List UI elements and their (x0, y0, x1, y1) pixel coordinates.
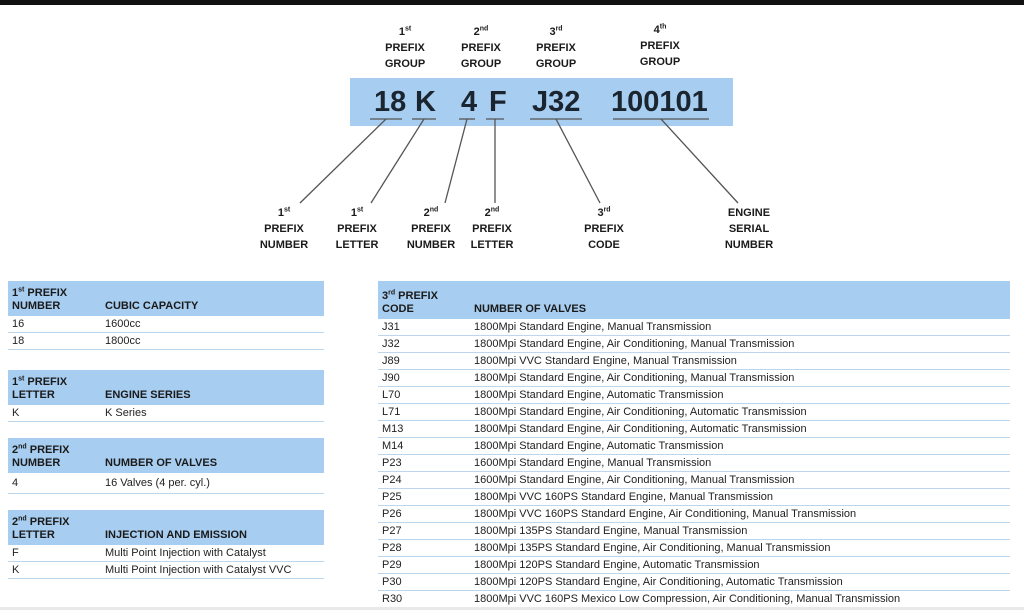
table-row: P26 1800Mpi VVC 160PS Standard Engine, Air Conditioning, Manual Transmission (378, 506, 1010, 523)
table-row: K Multi Point Injection with Catalyst VVC (8, 562, 324, 579)
table-row: J90 1800Mpi Standard Engine, Air Conditioning, Manual Transmission (378, 370, 1010, 387)
code-segment-prefix-letter-2: F (489, 86, 507, 118)
leader-seg5 (556, 119, 600, 203)
table-row: P23 1600Mpi Standard Engine, Manual Transmission (378, 455, 1010, 472)
table-row: P25 1800Mpi VVC 160PS Standard Engine, Manual Transmission (378, 489, 1010, 506)
part-label-engine-serial-number: ENGINE SERIAL NUMBER (724, 207, 774, 251)
table-row: M14 1800Mpi Standard Engine, Automatic Transmission (378, 438, 1010, 455)
prefix-group-1-label: 1st PREFIX GROUP (384, 25, 426, 70)
table-row: J32 1800Mpi Standard Engine, Air Conditioning, Manual Transmission (378, 336, 1010, 353)
prefix-group-4-label: 4th PREFIX GROUP (639, 23, 681, 68)
part-label-prefix-number-2: 2nd PREFIX NUMBER (406, 206, 456, 251)
table-prefix-number-2 (8, 438, 324, 494)
leader-seg1 (300, 119, 386, 203)
code-segment-prefix-number-2: 4 (461, 86, 478, 118)
table-row: P29 1800Mpi 120PS Standard Engine, Automatic Transmission (378, 557, 1010, 574)
table-header-meaning: ENGINE SERIES (101, 370, 324, 405)
table-row: P24 1600Mpi Standard Engine, Air Conditioning, Manual Transmission (378, 472, 1010, 489)
leader-seg3 (445, 119, 467, 203)
table-row: 4 16 Valves (4 per. cyl.) (8, 473, 324, 494)
table-header-meaning: INJECTION AND EMISSION (101, 510, 324, 545)
code-segment-serial-number: 100101 (611, 86, 708, 118)
table-header-code: 2nd PREFIX LETTER (8, 510, 101, 545)
table-row: M13 1800Mpi Standard Engine, Air Conditioning, Automatic Transmission (378, 421, 1010, 438)
table-row: 16 1600cc (8, 316, 324, 333)
part-label-prefix-letter-1: 1st PREFIX LETTER (335, 206, 379, 251)
table-header-meaning: NUMBER OF VALVES (101, 438, 324, 473)
table-header-meaning: NUMBER OF VALVES (470, 281, 1010, 319)
table-header-code: 3rd PREFIX CODE (378, 281, 470, 319)
table-row: P28 1800Mpi 135PS Standard Engine, Air Conditioning, Manual Transmission (378, 540, 1010, 557)
table-header-meaning: CUBIC CAPACITY (101, 281, 324, 316)
table-prefix-letter-1 (8, 370, 324, 422)
code-segment-prefix-number-1: 18 (374, 86, 407, 118)
table-row: R30 1800Mpi VVC 160PS Mexico Low Compression, Air Conditioning, Manual Transmission (378, 591, 1010, 608)
table-row: 18 1800cc (8, 333, 324, 350)
prefix-group-3-label: 3rd PREFIX GROUP (535, 25, 577, 70)
leader-seg6 (661, 119, 738, 203)
table-header-code: 1st PREFIX LETTER (8, 370, 101, 405)
prefix-group-2-label: 2nd PREFIX GROUP (460, 25, 502, 70)
table-row: J31 1800Mpi Standard Engine, Manual Transmission (378, 319, 1010, 336)
table-row: K K Series (8, 405, 324, 422)
table-prefix-code-3 (378, 281, 1010, 608)
code-segment-prefix-code-3: J32 (532, 86, 581, 118)
table-row: F Multi Point Injection with Catalyst (8, 545, 324, 562)
table-row: L71 1800Mpi Standard Engine, Air Conditioning, Automatic Transmission (378, 404, 1010, 421)
table-prefix-letter-2 (8, 510, 324, 579)
table-row: J89 1800Mpi VVC Standard Engine, Manual Transmission (378, 353, 1010, 370)
part-label-prefix-number-1: 1st PREFIX NUMBER (259, 206, 309, 251)
part-label-prefix-letter-2: 2nd PREFIX LETTER (470, 206, 514, 251)
table-row: P30 1800Mpi 120PS Standard Engine, Air Conditioning, Automatic Transmission (378, 574, 1010, 591)
table-header-code: 2nd PREFIX NUMBER (8, 438, 101, 473)
table-row: P27 1800Mpi 135PS Standard Engine, Manual Transmission (378, 523, 1010, 540)
leader-seg2 (371, 119, 424, 203)
table-prefix-number-1 (8, 281, 324, 350)
table-header-code: 1st PREFIX NUMBER (8, 281, 101, 316)
code-segment-prefix-letter-1: K (415, 86, 436, 118)
table-row: L70 1800Mpi Standard Engine, Automatic Transmission (378, 387, 1010, 404)
part-label-prefix-code-3: 3rd PREFIX CODE (584, 206, 624, 251)
